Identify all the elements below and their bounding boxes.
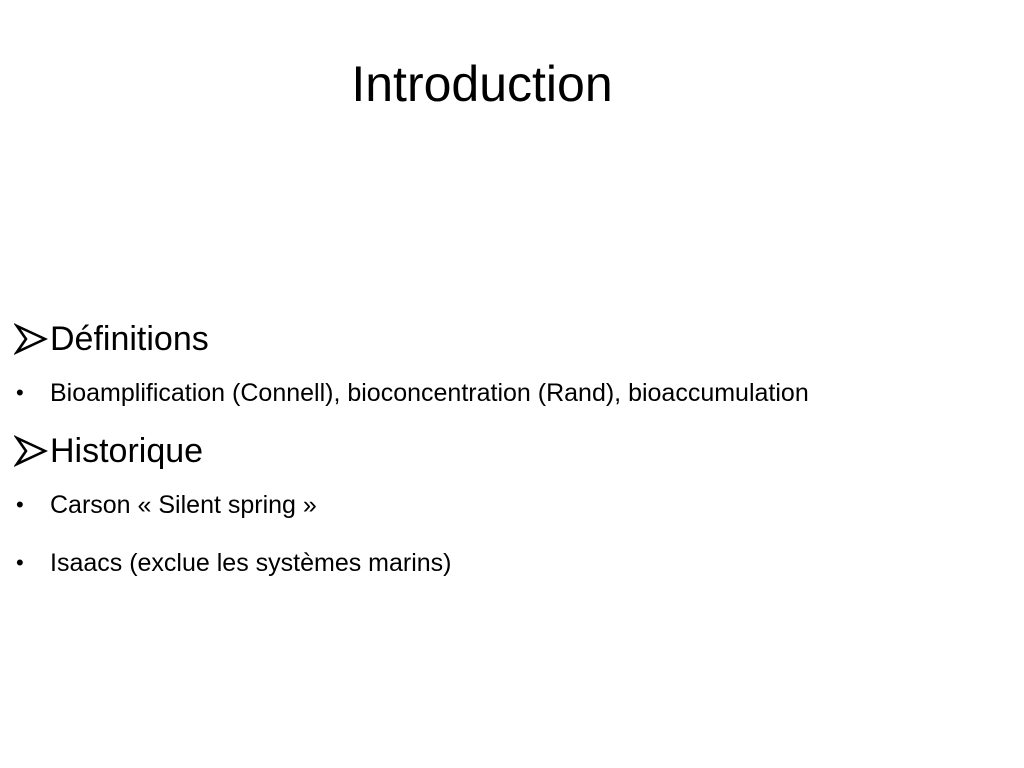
bullet-text: Isaacs (exclue les systèmes marins) bbox=[50, 548, 452, 577]
slide-title: Introduction bbox=[351, 56, 613, 112]
heading-text: Historique bbox=[50, 431, 204, 470]
bullet-text: Carson « Silent spring » bbox=[50, 490, 317, 519]
slide-body bbox=[14, 312, 1014, 594]
heading-historique bbox=[14, 424, 1014, 478]
bullet-text: Bioamplification (Connell), bioconcentration (Rand), bioaccumulation bbox=[50, 378, 809, 407]
dot-bullet-icon: • bbox=[16, 380, 24, 405]
bullet-item bbox=[14, 366, 1014, 420]
dot-bullet-icon: • bbox=[16, 492, 24, 517]
bullet-item bbox=[14, 478, 1014, 532]
bullet-item bbox=[14, 536, 1014, 590]
dot-bullet-icon: • bbox=[16, 550, 24, 575]
heading-definitions bbox=[14, 312, 1014, 366]
arrow-bullet-icon bbox=[14, 322, 48, 356]
arrow-bullet-icon bbox=[14, 434, 48, 468]
heading-text: Définitions bbox=[50, 319, 209, 358]
